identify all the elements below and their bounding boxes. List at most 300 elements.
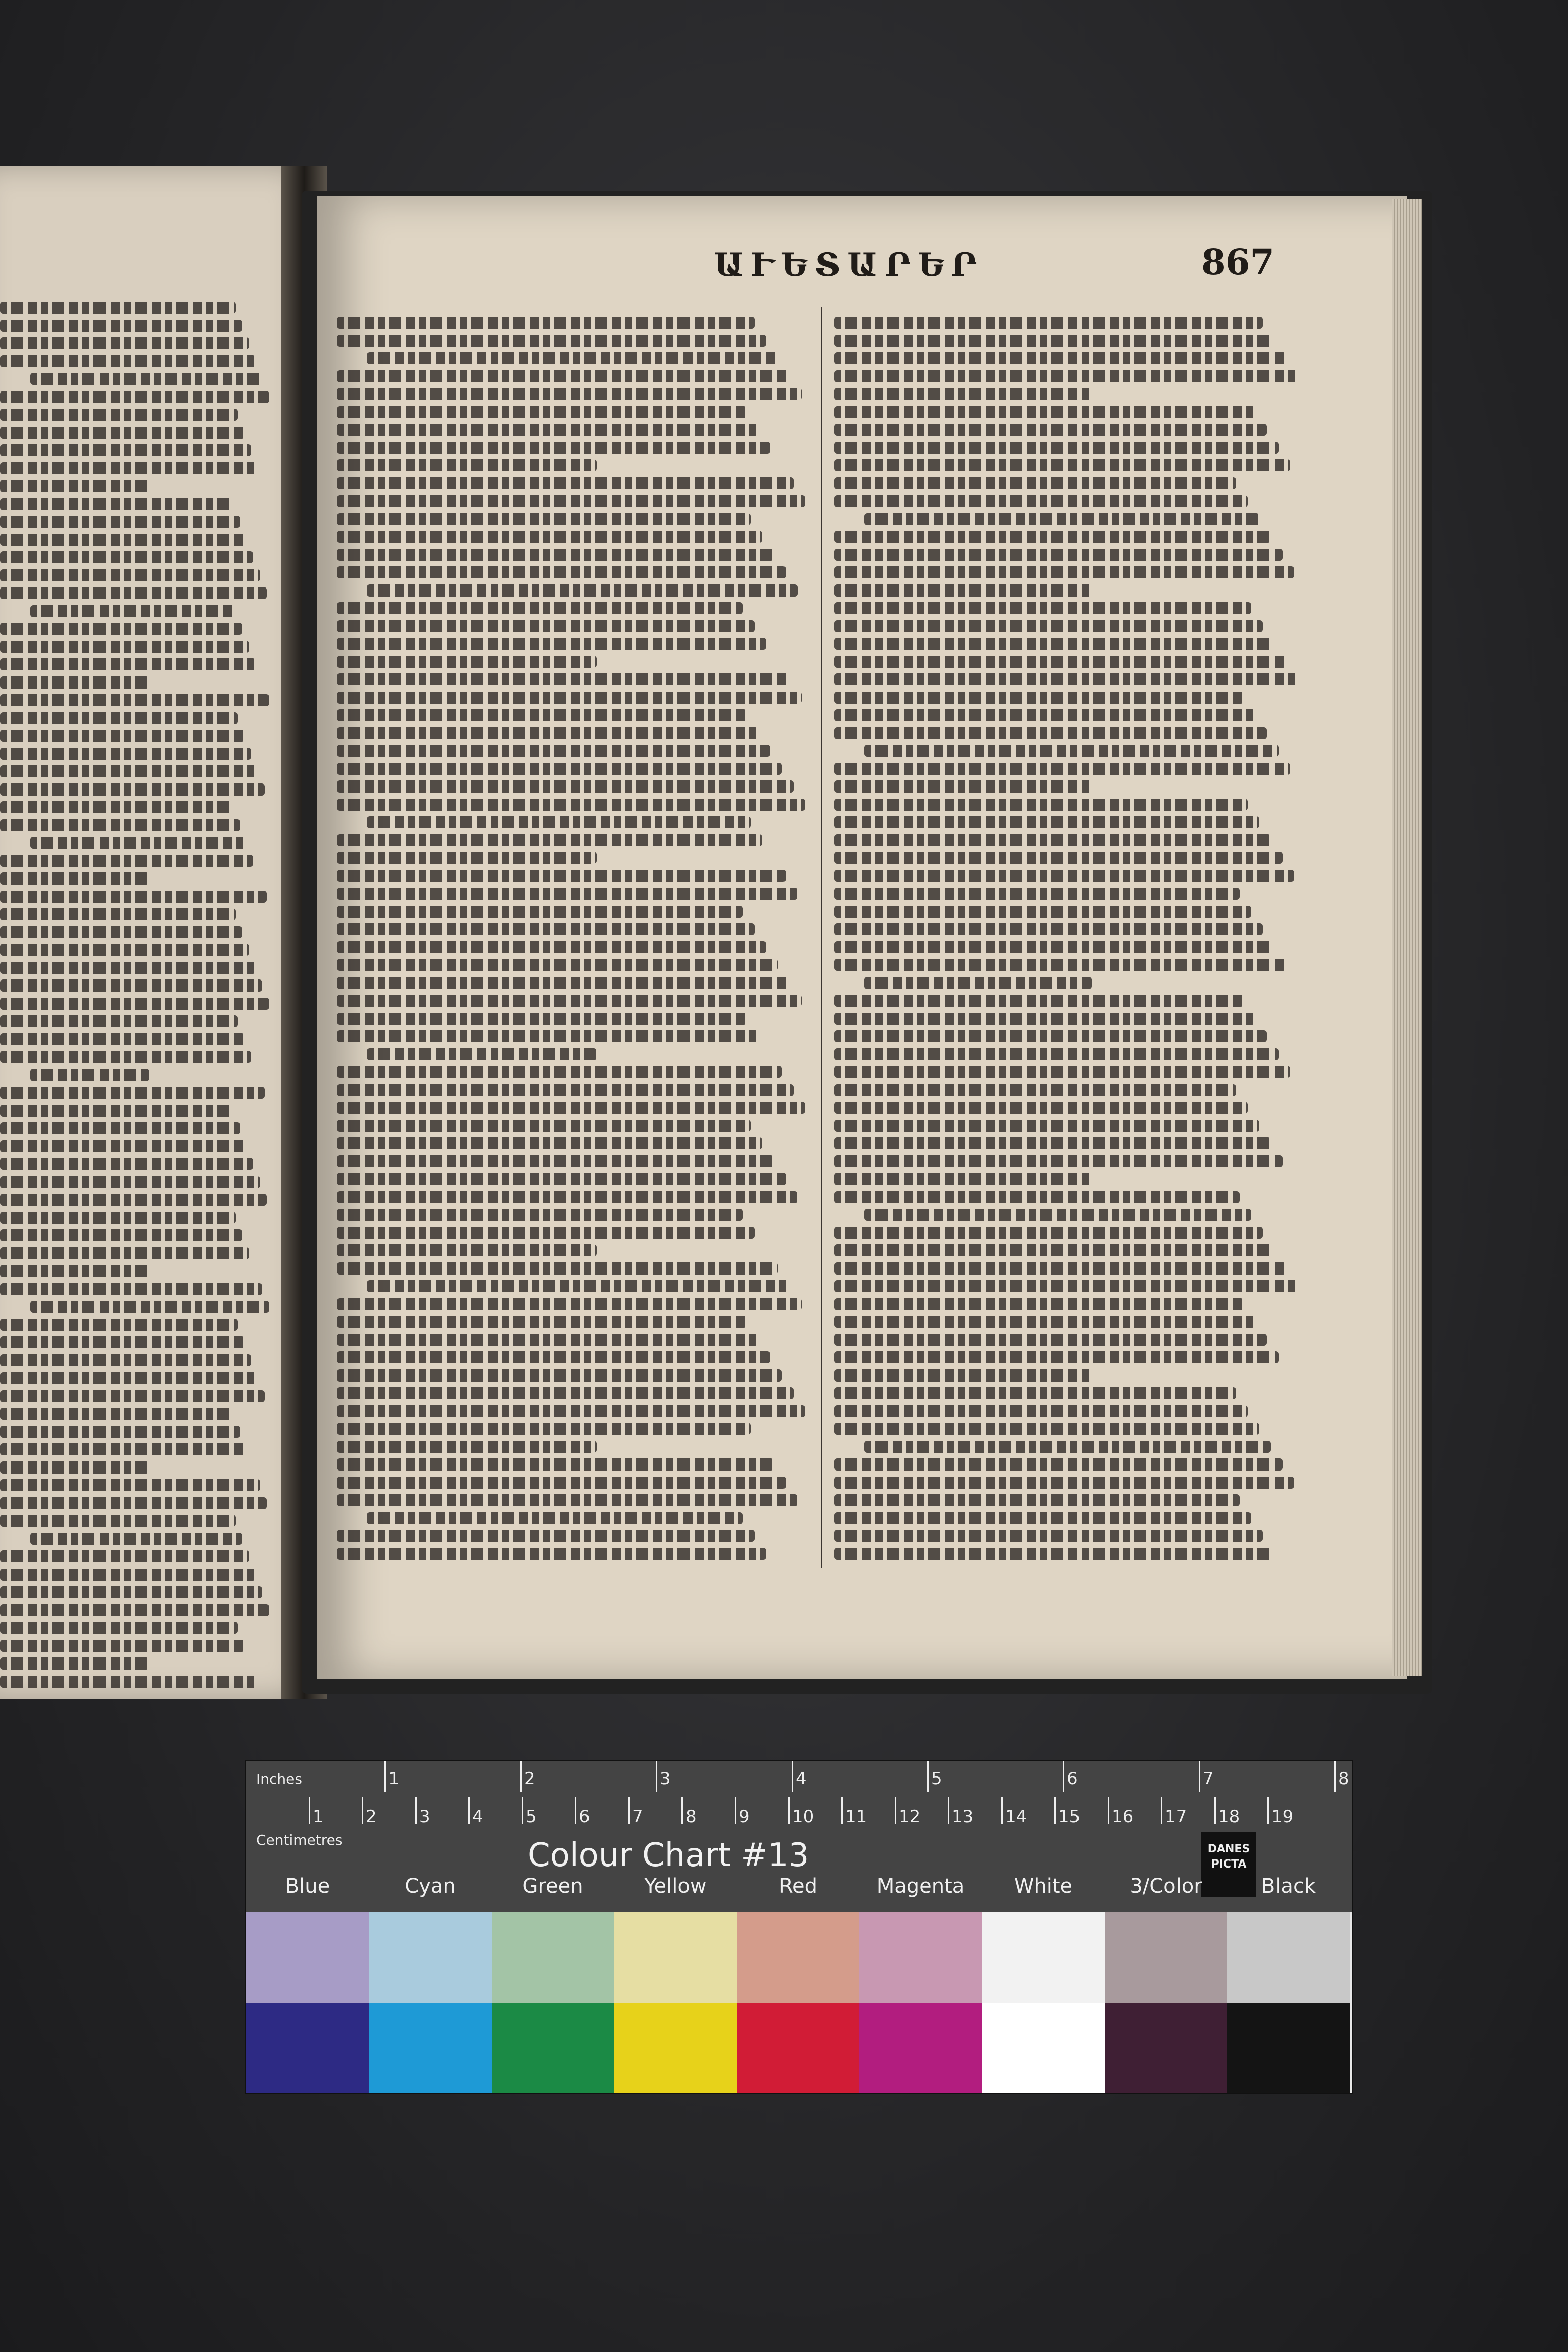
cm-tick-label: 19 — [1271, 1807, 1294, 1827]
text-line — [0, 1015, 238, 1027]
cm-tick-label: 18 — [1218, 1807, 1240, 1827]
colour-swatch-bottom — [1227, 2003, 1350, 2093]
colour-swatch-bottom — [492, 2003, 614, 2093]
swatch-label: Yellow — [644, 1875, 707, 1898]
text-line — [337, 370, 790, 382]
inches-label: Inches — [256, 1771, 302, 1787]
text-line — [367, 1280, 790, 1292]
inch-tick — [656, 1761, 657, 1792]
text-line — [834, 1120, 1259, 1132]
colour-swatch-top — [859, 1912, 982, 2003]
cm-tick — [309, 1797, 310, 1824]
text-line — [0, 1247, 249, 1259]
colour-swatch-bottom — [369, 2003, 492, 2093]
text-line — [0, 1622, 238, 1634]
text-line — [834, 620, 1263, 632]
text-line — [337, 780, 794, 793]
text-line — [337, 1477, 786, 1489]
swatch-label: Cyan — [405, 1875, 456, 1898]
text-line — [834, 1227, 1263, 1239]
text-line — [337, 673, 790, 685]
text-line — [0, 337, 249, 349]
text-line — [337, 495, 805, 507]
text-line — [337, 1120, 751, 1132]
text-line — [0, 1229, 242, 1241]
text-line — [834, 709, 1255, 721]
centimetres-label: Centimetres — [256, 1832, 343, 1848]
text-line — [0, 391, 269, 403]
colour-swatch-bottom — [737, 2003, 859, 2093]
inch-tick — [1063, 1761, 1064, 1792]
text-line — [834, 1191, 1240, 1203]
text-line — [337, 317, 755, 329]
colour-swatch-top — [246, 1912, 369, 2003]
text-line — [834, 388, 1092, 400]
swatch-label: 3/Color — [1130, 1875, 1202, 1898]
inch-tick — [384, 1761, 386, 1792]
text-line — [30, 1301, 269, 1313]
text-line — [834, 1084, 1236, 1096]
text-line — [337, 620, 755, 632]
text-line — [834, 584, 1092, 597]
text-line — [30, 1533, 242, 1545]
text-line — [0, 783, 265, 796]
text-line — [864, 977, 1092, 989]
text-line — [337, 799, 805, 811]
text-line — [0, 1319, 238, 1331]
text-line — [0, 1158, 253, 1170]
text-line — [337, 1423, 751, 1435]
left-page — [0, 166, 322, 1699]
colour-swatch-bottom — [246, 2003, 369, 2093]
text-line — [834, 1423, 1259, 1435]
cm-tick-label: 3 — [419, 1807, 430, 1827]
text-line — [864, 1209, 1251, 1221]
text-line — [834, 1316, 1255, 1328]
text-line — [0, 872, 149, 885]
text-line — [0, 1657, 149, 1670]
running-head: ԱՒԵՏԱՐԵՐ — [714, 246, 985, 284]
text-line — [0, 1550, 249, 1562]
text-line — [337, 335, 766, 347]
text-line — [834, 477, 1236, 489]
text-line — [834, 335, 1275, 347]
text-line — [834, 352, 1286, 364]
cm-tick — [948, 1797, 949, 1824]
text-line — [337, 513, 751, 525]
cm-tick-label: 14 — [1005, 1807, 1027, 1827]
text-line — [0, 908, 236, 920]
text-line — [367, 1512, 743, 1524]
text-line — [0, 302, 236, 314]
cm-tick — [575, 1797, 576, 1824]
colour-swatch-top — [492, 1912, 614, 2003]
text-line — [834, 1387, 1236, 1399]
text-line — [0, 712, 238, 724]
text-line — [337, 1262, 778, 1275]
inch-tick-label: 3 — [660, 1769, 671, 1789]
text-line — [337, 1369, 782, 1382]
text-line — [834, 1458, 1283, 1471]
inch-tick-label: 1 — [388, 1769, 400, 1789]
text-line — [0, 962, 256, 974]
cm-tick — [362, 1797, 363, 1824]
text-line — [834, 442, 1279, 454]
text-line — [337, 1316, 747, 1328]
text-line — [0, 1265, 149, 1277]
text-line — [0, 1443, 247, 1455]
text-line — [0, 979, 262, 992]
cm-tick-label: 13 — [952, 1807, 974, 1827]
text-line — [834, 1102, 1248, 1114]
text-line — [0, 1408, 233, 1420]
text-line — [0, 409, 238, 421]
text-line — [337, 566, 786, 578]
text-line — [0, 1122, 240, 1134]
text-line — [337, 1458, 774, 1471]
inch-tick-label: 4 — [796, 1769, 807, 1789]
text-line — [834, 816, 1259, 828]
text-line — [834, 1173, 1092, 1185]
text-line — [337, 1209, 743, 1221]
text-line — [0, 1586, 262, 1598]
swatch-label: Red — [779, 1875, 817, 1898]
text-line — [834, 780, 1092, 793]
cm-tick-label: 10 — [792, 1807, 814, 1827]
cm-tick-label: 7 — [632, 1807, 643, 1827]
text-line — [834, 1548, 1275, 1560]
text-line — [0, 1372, 258, 1384]
cm-tick-label: 2 — [366, 1807, 377, 1827]
text-line — [834, 852, 1283, 864]
text-line — [337, 1066, 782, 1078]
text-line — [337, 1494, 798, 1506]
text-line — [337, 1102, 805, 1114]
cm-tick-label: 15 — [1058, 1807, 1081, 1827]
text-line — [367, 1048, 597, 1060]
colour-swatch-top — [737, 1912, 859, 2003]
text-line — [0, 498, 233, 510]
text-line — [337, 834, 762, 846]
text-line — [337, 1405, 805, 1417]
text-line — [834, 1030, 1267, 1042]
cm-tick — [1267, 1797, 1269, 1824]
text-line — [834, 692, 1244, 704]
text-line — [0, 1176, 260, 1188]
cm-tick — [628, 1797, 630, 1824]
text-line — [0, 1640, 245, 1652]
text-line — [834, 602, 1251, 614]
cm-tick — [522, 1797, 523, 1824]
text-line — [337, 388, 802, 400]
text-line — [367, 584, 798, 597]
inch-tick-label: 5 — [931, 1769, 942, 1789]
text-line — [367, 352, 778, 364]
text-line — [0, 1033, 245, 1045]
text-line — [834, 1369, 1092, 1382]
cm-tick-label: 17 — [1165, 1807, 1187, 1827]
text-line — [337, 638, 766, 650]
text-line — [0, 1497, 267, 1509]
text-line — [367, 816, 751, 828]
text-line — [834, 941, 1275, 953]
text-line — [0, 694, 269, 706]
text-line — [0, 891, 267, 903]
text-line — [834, 424, 1267, 436]
text-line — [337, 852, 597, 864]
text-line — [834, 459, 1290, 471]
text-line — [834, 549, 1283, 561]
cm-tick — [788, 1797, 790, 1824]
text-line — [337, 1013, 747, 1025]
text-line — [337, 459, 597, 471]
text-line — [337, 549, 774, 561]
colour-swatch-bottom — [614, 2003, 737, 2093]
swatch-label: Black — [1261, 1875, 1316, 1898]
text-line — [834, 370, 1298, 382]
text-line — [834, 1530, 1263, 1542]
text-line — [337, 906, 743, 918]
text-line — [0, 641, 249, 653]
text-line — [0, 1212, 236, 1224]
text-line — [834, 1244, 1275, 1256]
text-line — [0, 801, 233, 813]
text-line — [337, 709, 747, 721]
inch-tick — [1199, 1761, 1200, 1792]
swatch-labels — [246, 1875, 1352, 1910]
colour-swatch-bottom — [1105, 2003, 1227, 2093]
text-line — [337, 1548, 766, 1560]
text-line — [834, 406, 1255, 418]
text-line — [834, 995, 1244, 1007]
text-line — [834, 763, 1290, 775]
colour-swatch-top — [1105, 1912, 1227, 2003]
text-line — [0, 551, 253, 563]
text-line — [0, 730, 245, 742]
cm-tick — [895, 1797, 896, 1824]
text-line — [0, 1479, 260, 1491]
text-line — [0, 998, 269, 1010]
text-line — [337, 727, 758, 739]
cm-tick-label: 1 — [313, 1807, 324, 1827]
text-line — [337, 1441, 597, 1453]
text-line — [337, 406, 747, 418]
text-line — [0, 355, 256, 367]
text-line — [0, 1390, 265, 1402]
text-line — [337, 477, 794, 489]
text-line — [834, 1298, 1244, 1310]
text-line — [834, 799, 1248, 811]
text-line — [834, 1066, 1290, 1078]
colour-swatch-top — [369, 1912, 492, 2003]
text-line — [834, 1512, 1251, 1524]
text-line — [337, 959, 778, 971]
inch-tick — [1334, 1761, 1336, 1792]
left-page-text-block — [0, 302, 281, 1689]
text-line — [0, 1140, 247, 1152]
text-line — [337, 531, 762, 543]
text-line — [834, 317, 1263, 329]
swatch-label: White — [1014, 1875, 1073, 1898]
text-line — [834, 638, 1275, 650]
text-line — [834, 531, 1271, 543]
text-line — [0, 1515, 236, 1527]
text-line — [0, 1569, 256, 1581]
text-line — [834, 923, 1263, 935]
cm-tick — [1161, 1797, 1162, 1824]
cm-tick — [1214, 1797, 1216, 1824]
colour-swatch-top — [1227, 1912, 1350, 2003]
text-line — [834, 888, 1240, 900]
page-edges — [1392, 199, 1422, 1676]
column-rule — [821, 307, 822, 1568]
text-line — [0, 534, 247, 546]
text-line — [0, 1087, 265, 1099]
text-line — [337, 424, 758, 436]
text-line — [834, 1477, 1294, 1489]
text-line — [337, 1155, 774, 1167]
text-line — [864, 1441, 1271, 1453]
text-line — [834, 1494, 1240, 1506]
text-line — [864, 745, 1279, 757]
text-line — [0, 444, 251, 456]
cm-tick-label: 6 — [579, 1807, 590, 1827]
text-line — [834, 656, 1286, 668]
text-line — [0, 1336, 245, 1348]
page-number: 867 — [1201, 241, 1275, 283]
text-line — [0, 462, 258, 474]
text-line — [337, 1084, 794, 1096]
inch-tick — [520, 1761, 522, 1792]
text-line — [834, 1351, 1279, 1363]
text-line — [0, 855, 253, 867]
text-line — [337, 602, 743, 614]
colour-chart-title: Colour Chart #13 — [528, 1837, 809, 1874]
text-line — [337, 1334, 758, 1346]
text-line — [0, 926, 242, 938]
text-line — [30, 605, 236, 617]
text-line — [834, 1048, 1279, 1060]
colour-swatch-top — [982, 1912, 1105, 2003]
text-line — [0, 748, 251, 760]
inch-tick — [927, 1761, 929, 1792]
cm-tick — [1054, 1797, 1056, 1824]
text-line — [337, 1351, 770, 1363]
text-line — [834, 959, 1286, 971]
cm-tick-label: 5 — [526, 1807, 537, 1827]
text-line — [0, 1283, 262, 1295]
right-text-column — [834, 317, 1317, 1573]
cm-tick-label: 9 — [739, 1807, 750, 1827]
text-line — [834, 870, 1294, 882]
inch-tick-label: 8 — [1338, 1769, 1349, 1789]
cm-tick-label: 16 — [1112, 1807, 1134, 1827]
text-line — [834, 1155, 1283, 1167]
text-line — [30, 837, 247, 849]
text-line — [337, 1137, 762, 1149]
text-line — [0, 676, 149, 689]
inch-tick-label: 6 — [1067, 1769, 1078, 1789]
text-line — [30, 373, 262, 385]
text-line — [0, 427, 245, 439]
text-line — [337, 1173, 786, 1185]
text-line — [0, 1051, 251, 1063]
text-line — [337, 1030, 758, 1042]
text-line — [0, 1354, 251, 1366]
text-line — [337, 1244, 597, 1256]
text-line — [337, 1530, 755, 1542]
text-line — [834, 1280, 1298, 1292]
cm-tick — [681, 1797, 683, 1824]
text-line — [337, 995, 802, 1007]
text-line — [864, 513, 1259, 525]
text-line — [0, 1604, 269, 1616]
text-line — [0, 819, 240, 831]
text-line — [0, 944, 249, 956]
text-line — [337, 763, 782, 775]
text-line — [0, 480, 149, 492]
cm-tick — [1001, 1797, 1003, 1824]
text-line — [0, 658, 256, 670]
colour-swatch-top — [614, 1912, 737, 2003]
text-line — [337, 888, 798, 900]
left-text-column — [337, 317, 819, 1573]
text-line — [337, 977, 790, 989]
swatch-label: Magenta — [876, 1875, 965, 1898]
text-line — [834, 566, 1294, 578]
brand-logo: DANES PICTA — [1201, 1832, 1256, 1897]
text-line — [337, 923, 755, 935]
inch-tick — [792, 1761, 793, 1792]
cm-tick — [1108, 1797, 1109, 1824]
text-line — [834, 673, 1298, 685]
inch-tick-label: 2 — [524, 1769, 535, 1789]
text-line — [834, 1262, 1286, 1275]
text-line — [337, 1298, 802, 1310]
cm-tick — [468, 1797, 470, 1824]
text-line — [337, 1387, 794, 1399]
text-line — [834, 1334, 1267, 1346]
text-line — [0, 1194, 267, 1206]
text-line — [0, 1426, 240, 1438]
text-line — [0, 516, 240, 528]
text-line — [834, 1137, 1271, 1149]
cm-tick — [735, 1797, 736, 1824]
text-line — [337, 692, 802, 704]
text-line — [834, 727, 1267, 739]
text-line — [337, 656, 597, 668]
text-line — [337, 941, 766, 953]
text-line — [0, 1461, 149, 1474]
cm-tick — [841, 1797, 843, 1824]
cm-tick-label: 8 — [685, 1807, 697, 1827]
text-line — [0, 765, 258, 777]
text-line — [337, 745, 770, 757]
cm-tick — [415, 1797, 417, 1824]
text-line — [0, 587, 267, 599]
cm-tick-label: 11 — [845, 1807, 867, 1827]
colour-chart-card — [246, 1761, 1352, 2093]
colour-swatch-bottom — [859, 2003, 982, 2093]
text-line — [834, 834, 1271, 846]
text-line — [337, 1191, 798, 1203]
text-line — [0, 1676, 258, 1688]
text-line — [0, 623, 242, 635]
cm-tick-label: 4 — [472, 1807, 483, 1827]
text-line — [0, 569, 260, 581]
text-line — [30, 1069, 149, 1081]
cm-tick-label: 12 — [899, 1807, 921, 1827]
